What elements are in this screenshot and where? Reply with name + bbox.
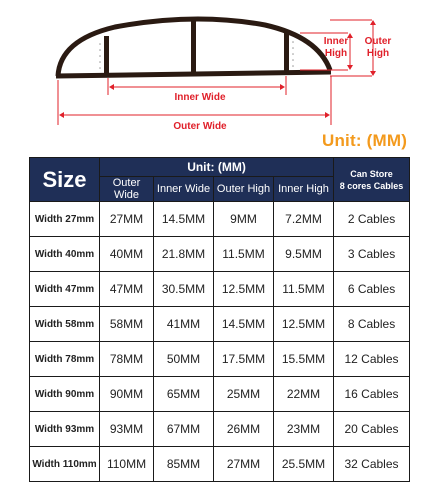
inner-wide-cell: 50MM [154, 342, 214, 377]
inner-high-cell: 25.5MM [274, 447, 334, 482]
cables-cell: 8 Cables [334, 307, 410, 342]
inner-high-label [320, 36, 352, 60]
table-row [30, 447, 410, 482]
width-cell: Width 90mm [30, 377, 100, 412]
outer-wide-cell: 47MM [100, 272, 154, 307]
outer-high-label-text: Outer High [364, 36, 392, 59]
inner-wide-cell: 41MM [154, 307, 214, 342]
width-cell: Width 47mm [30, 272, 100, 307]
adhesive-strip-right [292, 41, 294, 67]
table-row [30, 377, 410, 412]
outer-wide-label: Outer Wide [173, 121, 227, 132]
unit-banner: Unit: (MM) [322, 131, 408, 150]
cables-cell: 6 Cables [334, 272, 410, 307]
can-store-header-line2: 8 cores Cables [339, 180, 404, 191]
inner-wide-label: Inner Wide [174, 92, 226, 103]
column-header-inner-high: Inner High [274, 177, 334, 202]
width-cell: Width 58mm [30, 307, 100, 342]
inner-high-cell: 15.5MM [274, 342, 334, 377]
cables-cell: 12 Cables [334, 342, 410, 377]
outer-high-cell: 17.5MM [214, 342, 274, 377]
cables-cell: 2 Cables [334, 202, 410, 237]
table-row [30, 237, 410, 272]
inner-wide-cell: 14.5MM [154, 202, 214, 237]
table-row [30, 412, 410, 447]
inner-wide-cell: 85MM [154, 447, 214, 482]
right-inner-wall [284, 33, 289, 73]
center-divider [191, 19, 196, 75]
outer-wide-cell: 93MM [100, 412, 154, 447]
inner-high-cell: 11.5MM [274, 272, 334, 307]
width-cell: Width 78mm [30, 342, 100, 377]
outer-wide-cell: 58MM [100, 307, 154, 342]
column-header-outer-high: Outer High [214, 177, 274, 202]
size-spec-table [29, 157, 410, 482]
outer-high-cell: 26MM [214, 412, 274, 447]
inner-wide-cell: 21.8MM [154, 237, 214, 272]
cables-cell: 16 Cables [334, 377, 410, 412]
outer-wide-cell: 110MM [100, 447, 154, 482]
table-body [30, 202, 410, 482]
size-column-header: Size [30, 158, 100, 202]
width-cell: Width 93mm [30, 412, 100, 447]
cable-cover-cross-section-diagram [0, 0, 438, 150]
outer-wide-cell: 90MM [100, 377, 154, 412]
outer-high-cell: 9MM [214, 202, 274, 237]
can-store-header-line1: Can Store [350, 168, 393, 179]
width-cell: Width 110mm [30, 447, 100, 482]
width-cell: Width 40mm [30, 237, 100, 272]
table-row [30, 272, 410, 307]
outer-high-cell: 14.5MM [214, 307, 274, 342]
outer-high-cell: 25MM [214, 377, 274, 412]
inner-wide-cell: 65MM [154, 377, 214, 412]
inner-high-cell: 9.5MM [274, 237, 334, 272]
unit-header: Unit: (MM) [100, 158, 334, 177]
column-header-outer-wide: Outer Wide [100, 177, 154, 202]
inner-high-cell: 22MM [274, 377, 334, 412]
outer-high-cell: 12.5MM [214, 272, 274, 307]
cables-cell: 20 Cables [334, 412, 410, 447]
can-store-header [334, 158, 410, 202]
cables-cell: 3 Cables [334, 237, 410, 272]
table-row [30, 202, 410, 237]
inner-high-label-text: Inner High [323, 36, 349, 59]
outer-high-label [362, 36, 394, 60]
table-row [30, 307, 410, 342]
inner-wide-cell: 67MM [154, 412, 214, 447]
inner-high-cell: 23MM [274, 412, 334, 447]
outer-wide-cell: 27MM [100, 202, 154, 237]
inner-high-cell: 12.5MM [274, 307, 334, 342]
cables-cell: 32 Cables [334, 447, 410, 482]
width-cell: Width 27mm [30, 202, 100, 237]
table-row [30, 342, 410, 377]
left-inner-wall [104, 36, 109, 76]
inner-wide-cell: 30.5MM [154, 272, 214, 307]
adhesive-strip-left [99, 43, 101, 69]
outer-wide-cell: 40MM [100, 237, 154, 272]
inner-high-cell: 7.2MM [274, 202, 334, 237]
outer-high-cell: 11.5MM [214, 237, 274, 272]
outer-wide-cell: 78MM [100, 342, 154, 377]
outer-high-cell: 27MM [214, 447, 274, 482]
column-header-inner-wide: Inner Wide [154, 177, 214, 202]
